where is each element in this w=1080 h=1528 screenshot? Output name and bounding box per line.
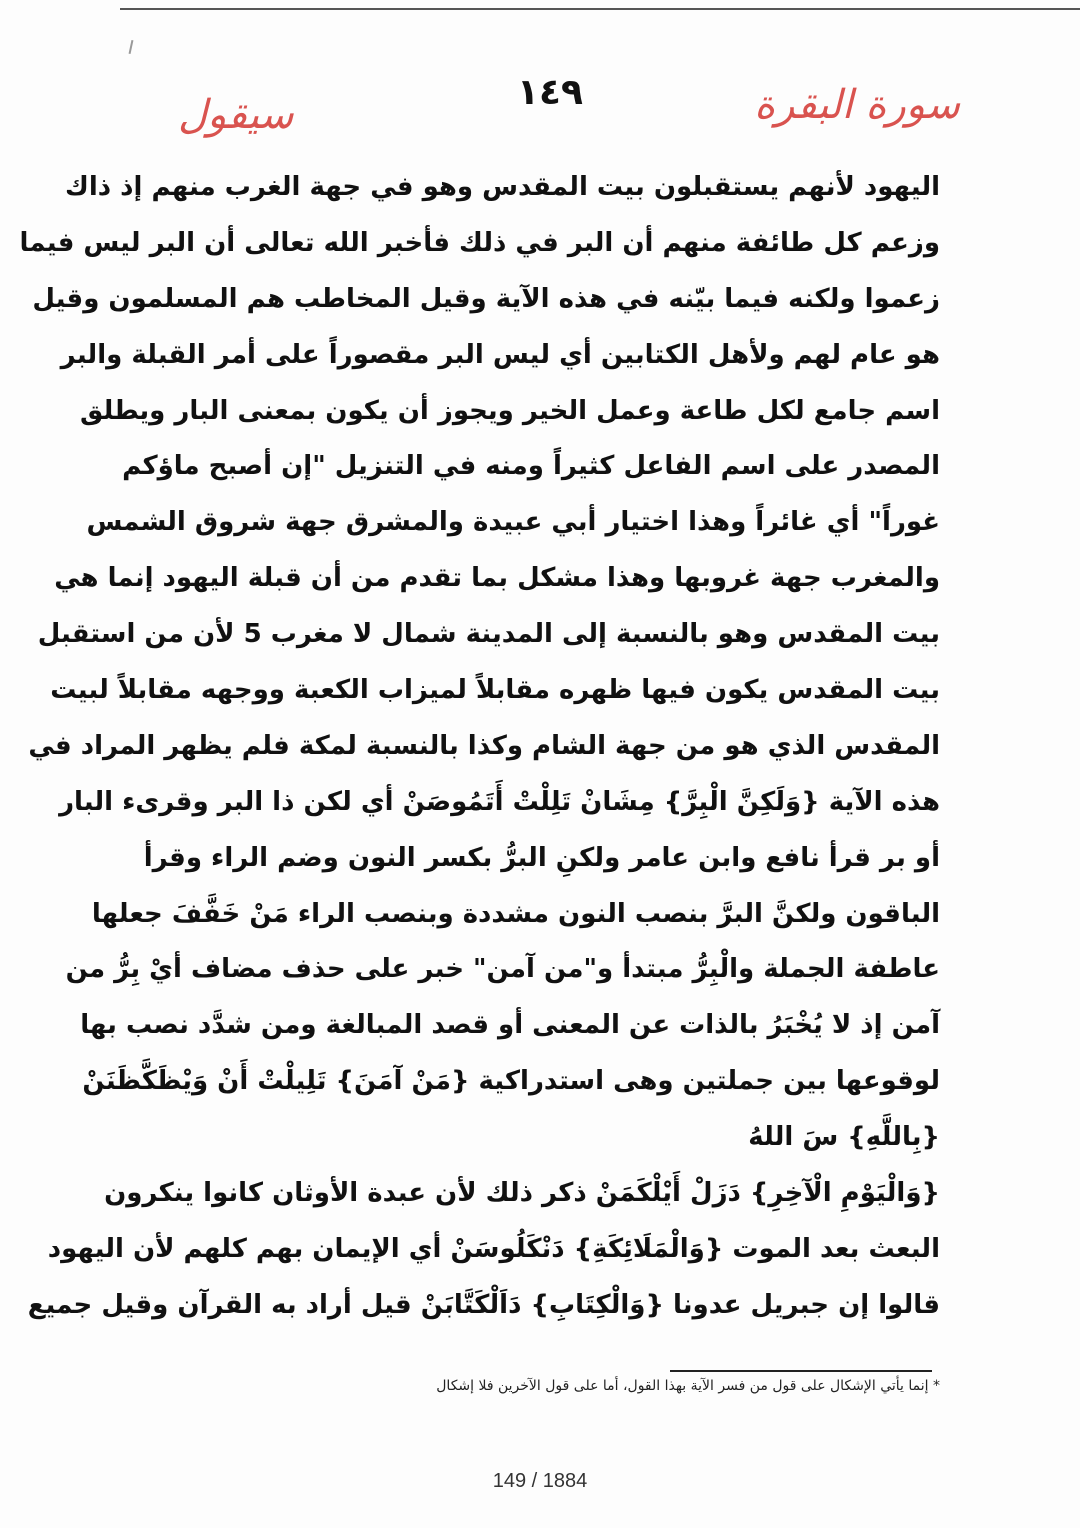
text-line: اليهود لأنهم يستقبلون بيت المقدس وهو في جهة الغرب منهم إذ ذاك	[65, 172, 940, 202]
body-text	[19, 160, 940, 1334]
top-border-line	[120, 8, 1080, 10]
text-line: {بِاللَّهِ} سَ اللهُ	[748, 1122, 940, 1153]
text-line: الباقون ولكنَّ البرَّ بنصب النون مشددة وبنصب الراء مَنْ خَفَّفَ جعلها	[91, 898, 940, 929]
footnote-separator	[670, 1370, 932, 1372]
text-line: {وَالْيَوْمِ الْآخِرِ} دَزَلْ أَيْلْكَمَنْ ذكر ذلك لأن عبدة الأوثان كانوا ينكرون	[104, 1178, 940, 1209]
text-line: بيت المقدس يكون فيها ظهره مقابلاً لميزاب الكعبة ووجهه مقابلاً لبيت	[50, 675, 940, 706]
text-line: قالوا إن جبريل عدونا {وَالْكِتَابِ} دَاَلْكَتَّابَنْ قيل أراد به القرآن وقيل جميع	[27, 1289, 940, 1320]
page-counter: 149 / 1884	[492, 1470, 588, 1492]
text-line: غوراً" أي غائراً وهذا اختيار أبي عبيدة والمشرق جهة شروق الشمس	[86, 507, 940, 538]
text-line: هذه الآية {وَلَكِنَّ الْبِرَّ} مِشَانْ تَلِلْتْ أَتَمُوصَنْ أي لكن ذا البر وقرىء البار	[59, 786, 940, 817]
text-line: اسم جامع لكل طاعة وعمل الخير ويجوز أن يكون بمعنى البار ويطلق	[80, 395, 940, 426]
text-line: عاطفة الجملة والْبِرُّ مبتدأ و"من آمن" خبر على حذف مضاف أيْ بِرُّ من	[65, 954, 940, 985]
text-line: لوقوعها بين جملتين وهى استدراكية {مَنْ آمَنَ} تَلِيلْتْ أَنْ وَيْظَكَّظَنَنْ	[82, 1066, 940, 1097]
text-line: هو عام لهم ولأهل الكتابين أي ليس البر مقصوراً على أمر القبلة والبر	[60, 339, 940, 370]
text-line: آمن إذ لا يُخْبَرُ بالذات عن المعنى أو قصد المبالغة ومن شدَّد نصب بها	[80, 1010, 940, 1041]
page-number: ١٤٩	[517, 72, 583, 113]
text-line: وزعم كل طائفة منهم أن البر في ذلك فأخبر الله تعالى أن البر ليس فيما	[19, 227, 940, 258]
text-line: بيت المقدس وهو بالنسبة إلى المدينة شمال لا مغرب 5 لأن من استقبل	[37, 619, 940, 650]
text-line: أو بر قرأ نافع وابن عامر ولكنِ البرُّ بكسر النون وضم الراء وقرأ	[143, 842, 940, 873]
text-line: البعث بعد الموت {وَالْمَلَائِكَةِ} دَنْكَلُوسَنْ أي الإيمان بهم كلهم لأن اليهود	[47, 1233, 940, 1264]
text-line: والمغرب جهة غروبها وهذا مشكل بما تقدم من أن قبلة اليهود إنما هي	[54, 563, 940, 594]
surah-name-header: سورة البقرة	[754, 82, 960, 128]
text-line: المقدس الذي هو من جهة الشام وكذا بالنسبة لمكة فلم يظهر المراد في	[28, 730, 940, 761]
text-line: زعموا ولكنه فيما بيّنه في هذه الآية وقيل المخاطب هم المسلمون وقيل	[32, 283, 940, 314]
pen-mark	[129, 40, 134, 54]
juz-name-header: سيقول	[178, 92, 294, 138]
text-line: المصدر على اسم الفاعل كثيراً ومنه في التنزيل "إن أصبح ماؤكم	[122, 451, 940, 482]
footnote: * إنما يأتي الإشكال على قول من فسر الآية بهذا القول، أما على قول الآخرين فلا إشكال	[436, 1378, 940, 1394]
